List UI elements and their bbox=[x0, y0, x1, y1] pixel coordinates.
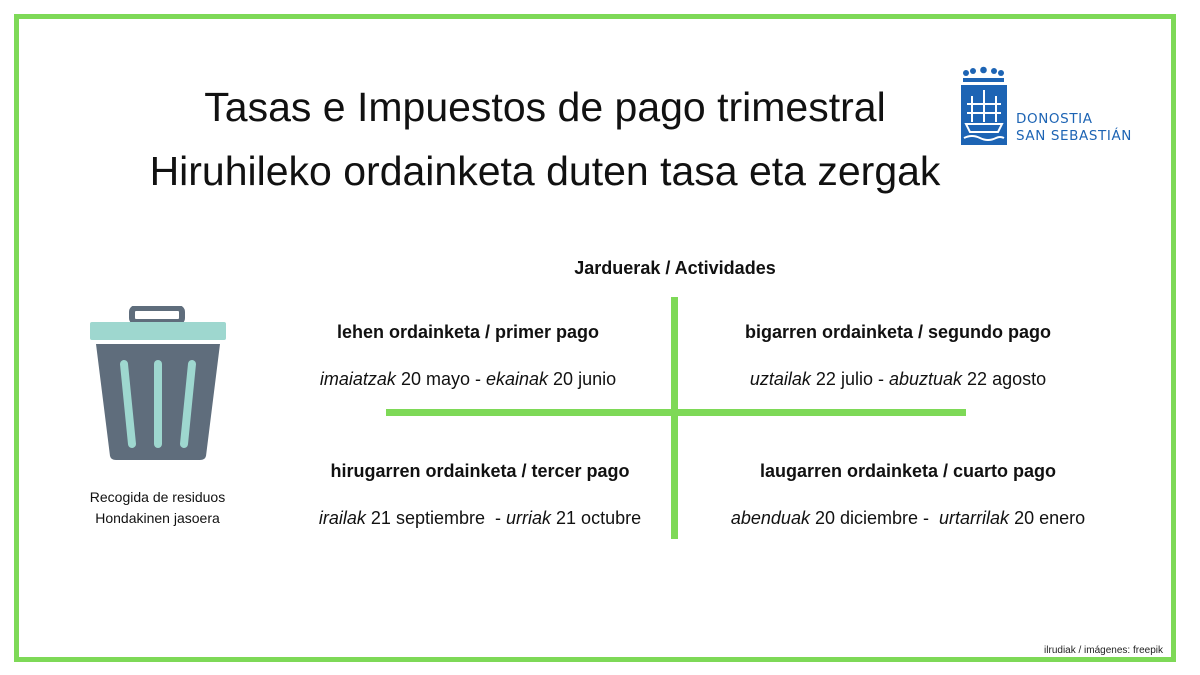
end-date-es: 20 junio bbox=[553, 369, 617, 389]
logo-line-2: SAN SEBASTIÁN bbox=[1016, 128, 1132, 144]
payment-label: bigarren ordainketa / segundo pago bbox=[744, 322, 1052, 342]
trash-bin-icon bbox=[86, 306, 230, 461]
logo-line-1: DONOSTIA bbox=[1016, 111, 1093, 127]
activities-heading: Jarduerak / Actividades bbox=[574, 258, 776, 278]
activity-label-eu: Hondakinen jasoera bbox=[95, 510, 220, 526]
payment-label: laugarren ordainketa / cuarto pago bbox=[759, 461, 1057, 481]
start-date-es: 20 diciembre bbox=[814, 508, 919, 528]
start-month-eu: imaiatzak bbox=[319, 369, 396, 389]
page-title-eu: Hiruhileko ordainketa duten tasa eta zergak bbox=[149, 148, 941, 194]
start-month-eu: irailak bbox=[318, 508, 366, 528]
payment-1 bbox=[258, 322, 678, 390]
page-title-es: Tasas e Impuestos de pago trimestral bbox=[204, 84, 886, 130]
payment-dates bbox=[698, 508, 1118, 529]
end-month-eu: urriak bbox=[506, 508, 552, 528]
date-separator: - bbox=[469, 369, 486, 389]
start-date-es: 21 septiembre bbox=[370, 508, 485, 528]
payment-dates bbox=[258, 369, 678, 390]
activity-label-es: Recogida de residuos bbox=[89, 489, 226, 505]
start-date-es: 22 julio bbox=[815, 369, 873, 389]
end-month-eu: abuztuak bbox=[888, 369, 963, 389]
end-month-eu: ekainak bbox=[485, 369, 549, 389]
payment-label: hirugarren ordainketa / tercer pago bbox=[330, 461, 630, 481]
horizontal-divider bbox=[386, 409, 966, 416]
date-separator: - bbox=[872, 369, 889, 389]
end-date-es: 22 agosto bbox=[967, 369, 1047, 389]
image-credit: ilrudiak / imágenes: freepik bbox=[1044, 645, 1163, 656]
payment-label: lehen ordainketa / primer pago bbox=[336, 322, 600, 342]
payment-dates bbox=[688, 369, 1108, 390]
date-separator: - bbox=[918, 508, 940, 528]
end-date-es: 20 enero bbox=[1014, 508, 1086, 528]
payment-dates bbox=[270, 508, 690, 529]
date-separator: - bbox=[485, 508, 506, 528]
end-date-es: 21 octubre bbox=[556, 508, 642, 528]
start-month-eu: uztailak bbox=[749, 369, 811, 389]
logo-text bbox=[1016, 111, 1132, 145]
payment-2 bbox=[688, 322, 1108, 390]
payment-3 bbox=[270, 461, 690, 529]
start-month-eu: abenduak bbox=[730, 508, 810, 528]
start-date-es: 20 mayo bbox=[400, 369, 470, 389]
payment-4 bbox=[698, 461, 1118, 529]
end-month-eu: urtarrilak bbox=[939, 508, 1010, 528]
